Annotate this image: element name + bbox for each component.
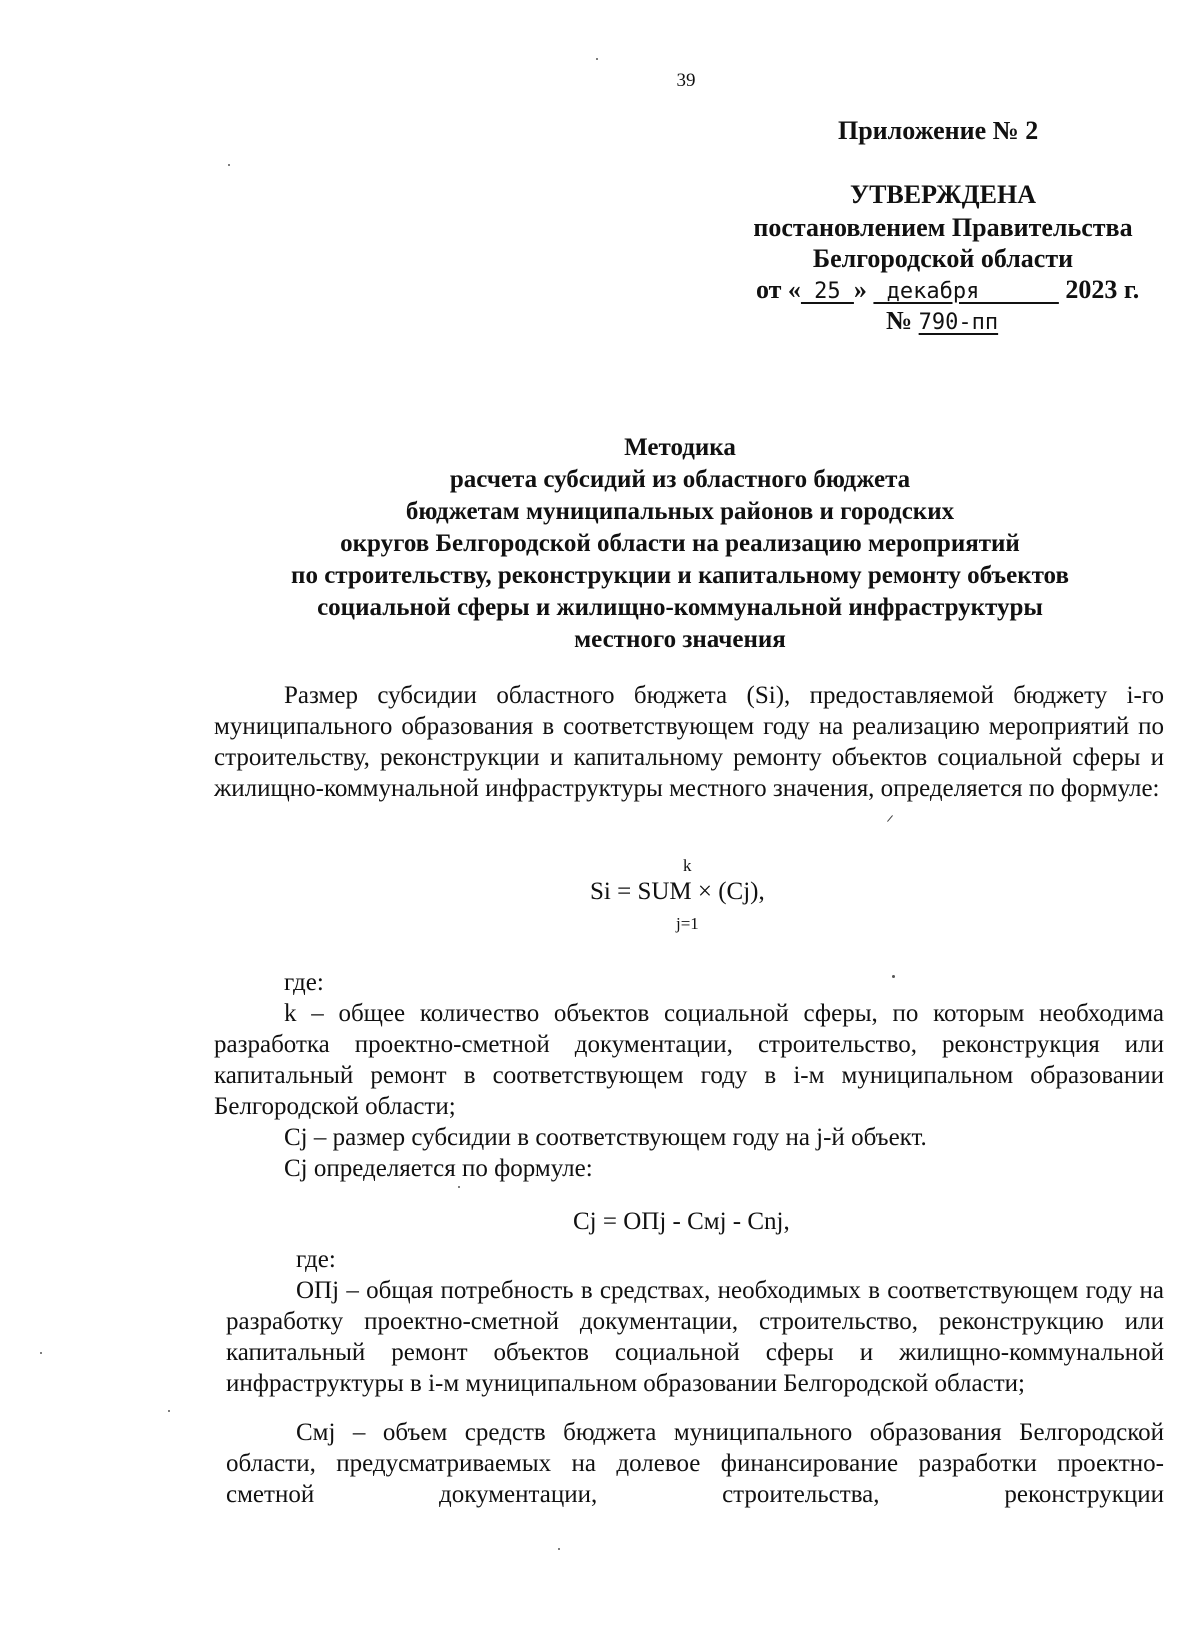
- title-line-1: Методика: [624, 434, 736, 461]
- title-line-3: бюджетам муниципальных районов и городских: [405, 498, 955, 525]
- document-title: [160, 432, 1200, 656]
- date-year: 2023 г.: [1058, 275, 1140, 304]
- title-line-2: расчета субсидий из областного бюджета: [449, 466, 911, 493]
- formula2: Cj = ОПj - Смj - Cnj,: [573, 1208, 790, 1235]
- scan-speck: [458, 1186, 460, 1188]
- definition-opj: ОПj – общая потребность в средствах, необходимых в соответствующем году на разработку проектно-сметной документации, строительство, реконструкцию или капитальный ремонт объектов социальной сферы и жилищно-коммунальной инфраструктуры в i-м муниципальном образовании Белгородской области;: [226, 1277, 1164, 1397]
- scan-speck: [596, 58, 598, 60]
- where-label-2: где:: [296, 1246, 336, 1273]
- definition-k: k – общее количество объектов социальной сферы, по которым необходима разработка проектно-сметной документации, строительство, реконструкция или капитальный ремонт в соответствующем году в i-м муниципальном образовании Белгородской области;: [214, 1000, 1164, 1120]
- definitions-block-2: [226, 1244, 1164, 1399]
- definition-cj: Cj – размер субсидии в соответствующем году на j-й объект.: [284, 1124, 927, 1151]
- approved-by: постановлением Правительства: [753, 213, 1133, 242]
- definitions-block-1: [214, 967, 1164, 1184]
- where-label-1: где:: [284, 969, 324, 996]
- scan-speck: [892, 975, 895, 978]
- scan-speck: [40, 1352, 42, 1354]
- cj-formula-intro: Cj определяется по формуле:: [284, 1155, 593, 1182]
- scan-speck: [168, 1410, 170, 1412]
- date-day: 25: [800, 279, 854, 304]
- date-month: декабря: [873, 279, 1059, 304]
- definitions-block-3: [226, 1417, 1164, 1510]
- scan-speck: [228, 164, 230, 166]
- number-value: 790-пп: [918, 310, 999, 335]
- approved-title: УТВЕРЖДЕНА: [849, 180, 1036, 209]
- formula1-upper-limit: k: [683, 856, 692, 875]
- title-line-5: по строительству, реконструкции и капитальному ремонту объектов: [291, 562, 1069, 589]
- approval-date: [756, 275, 1139, 305]
- scan-mark: [887, 815, 893, 822]
- definition-cmj: Смj – объем средств бюджета муниципального образования Белгородской области, предусматриваемых на долевое финансирование разработки проектно-сметной документации, строительства, реконструкции: [226, 1419, 1164, 1508]
- approved-region: Белгородской области: [812, 244, 1074, 273]
- title-line-7: местного значения: [574, 626, 786, 653]
- title-line-4: округов Белгородской области на реализацию мероприятий: [340, 530, 1020, 557]
- formula1-lower-limit: j=1: [676, 914, 699, 933]
- approval-number: [886, 306, 998, 336]
- date-mid: »: [853, 275, 874, 304]
- scan-speck: [558, 1548, 560, 1550]
- intro-paragraph: Размер субсидии областного бюджета (Si), предоставляемой бюджету i-го муниципального образования в соответствующем году на реализацию мероприятий по строительству, реконструкции и капитальному ремонту объектов социальной сферы и жилищно-коммунальной инфраструктуры местного значения, определяется по формуле:: [214, 682, 1164, 802]
- page-number: 39: [676, 70, 696, 91]
- formula1: Si = SUM × (Cj),: [590, 878, 765, 905]
- title-line-6: социальной сферы и жилищно-коммунальной инфраструктуры: [317, 594, 1043, 621]
- appendix-label: Приложение № 2: [838, 116, 1039, 145]
- intro-block: [214, 680, 1164, 804]
- date-prefix: от «: [756, 275, 801, 304]
- number-prefix: №: [886, 306, 919, 335]
